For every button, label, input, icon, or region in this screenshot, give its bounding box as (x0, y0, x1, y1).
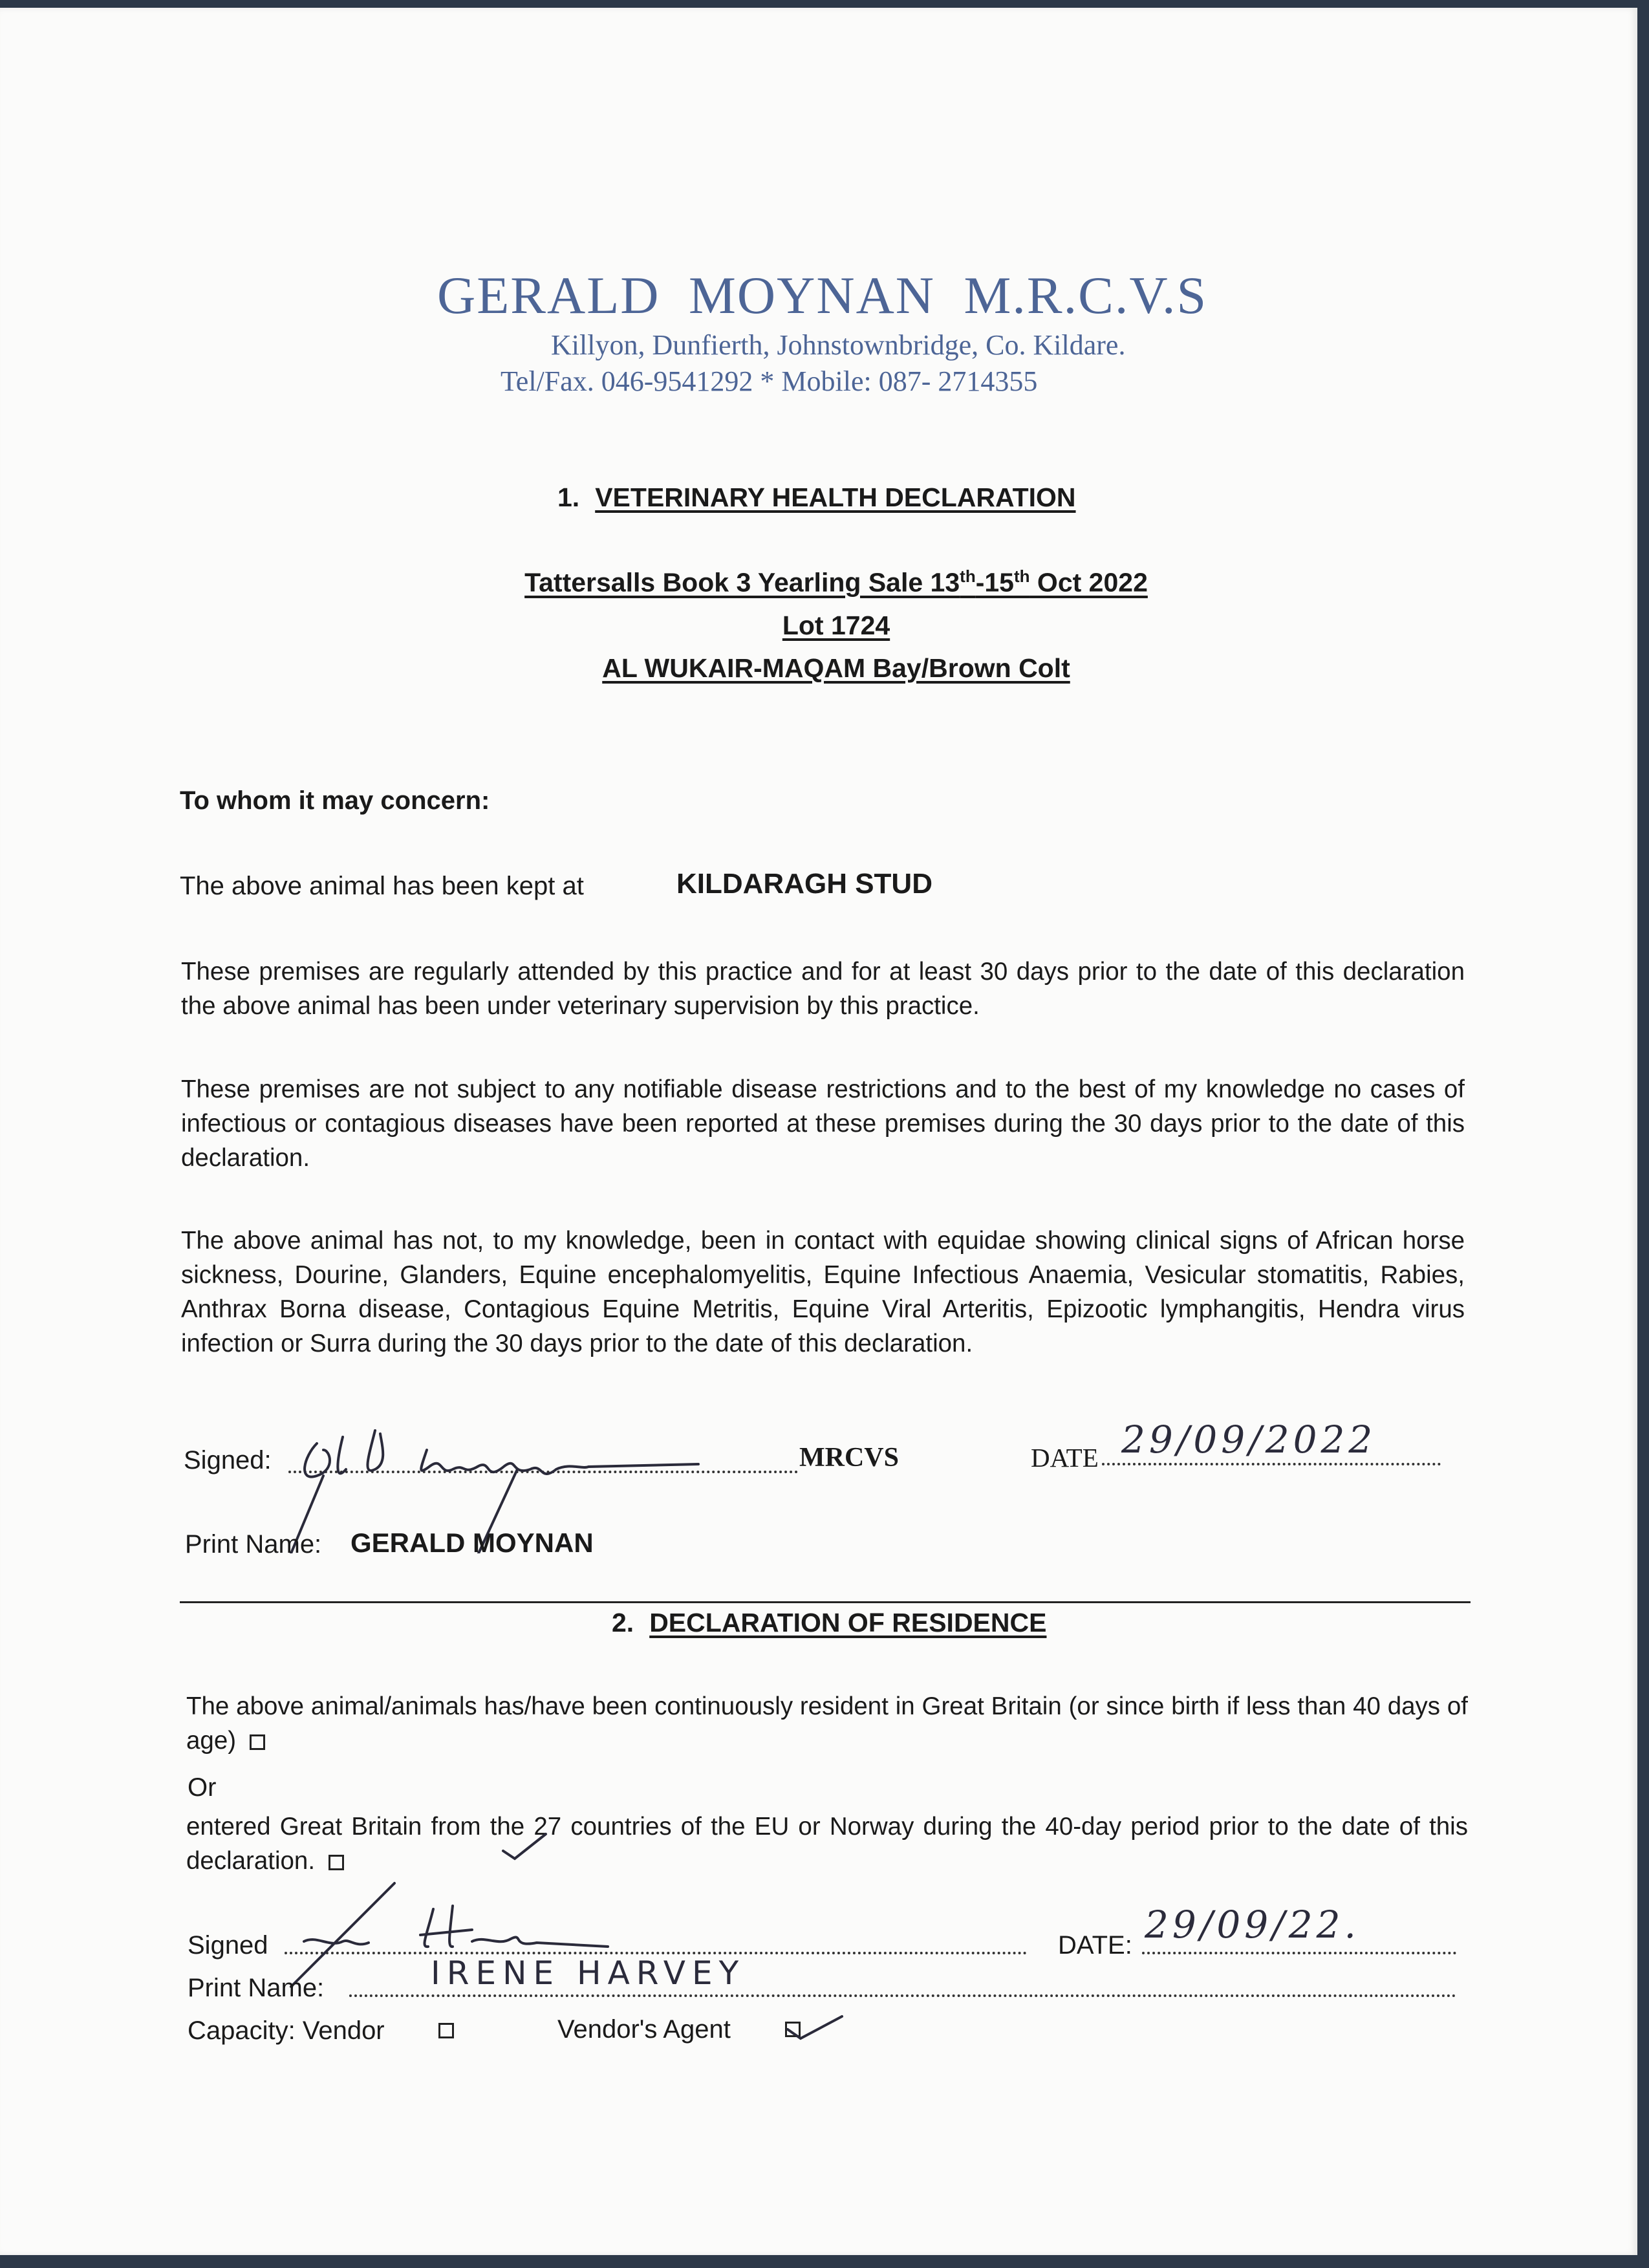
letterhead-phone: Tel/Fax. 046-9541292 * Mobile: 087- 2714355 (501, 365, 1038, 397)
vendor-date-line (1142, 1952, 1456, 1954)
vet-print-name-value: GERALD MOYNAN (350, 1528, 594, 1558)
entered-statement: entered Great Britain from the 27 countries of the EU or Norway during the 40-day period prior to the date of this declaration. (186, 1813, 1468, 1875)
section1-number: 1. (557, 482, 580, 512)
vendor-date-value: 29/09/22. (1145, 1903, 1360, 1947)
vet-date-value: 29/09/2022 (1121, 1418, 1377, 1462)
supervision-paragraph: These premises are regularly attended by this practice and for at least 30 days prior to the date of this declaration the above animal has been under veterinary supervision by this practice. (181, 958, 1465, 1020)
kept-at-value: KILDARAGH STUD (676, 868, 932, 900)
section2-title: DECLARATION OF RESIDENCE (649, 1608, 1047, 1637)
section2-number: 2. (612, 1608, 634, 1637)
section1-heading (557, 482, 1076, 513)
vet-date-label: DATE (1031, 1443, 1099, 1473)
section2-heading (612, 1608, 1046, 1638)
vendor-print-name-line (349, 1994, 1456, 1997)
section1-title: VETERINARY HEALTH DECLARATION (595, 482, 1076, 512)
vendors-agent-check-mark (781, 2006, 846, 2045)
section-divider (180, 1601, 1471, 1603)
or-label: Or (188, 1773, 217, 1802)
entered-check-mark (498, 1825, 550, 1864)
vendor-print-name-label: Print Name: (188, 1974, 325, 2002)
vendor-checkbox[interactable] (438, 2023, 454, 2038)
vet-signed-label: Signed: (184, 1446, 272, 1474)
kept-at-label: The above animal has been kept at (180, 872, 584, 900)
letterhead-name: GERALD MOYNAN M.R.C.V.S (437, 266, 1208, 325)
salutation: To whom it may concern: (180, 786, 490, 815)
sale-line: Tattersalls Book 3 Yearling Sale 13th-15th Oct 2022 (524, 567, 1148, 598)
vendor-signed-label: Signed (188, 1931, 268, 1960)
lot-number: Lot 1724 (782, 610, 890, 640)
vendors-agent-label: Vendor's Agent (557, 2015, 731, 2044)
vet-print-name-label: Print Name: (185, 1530, 322, 1559)
vendor-print-name-value: IRENE HARVEY (431, 1954, 746, 1992)
resident-statement: The above animal/animals has/have been continuously resident in Great Britain (or since birth if less than 40 days of age) (186, 1692, 1468, 1755)
entered-checkbox[interactable] (329, 1855, 344, 1870)
vet-date-line (1102, 1463, 1441, 1465)
disease-contact-paragraph: The above animal has not, to my knowledge, been in contact with equidae showing clinical signs of African horse sickness, Dourine, Glanders, Equine encephalomyelitis, Equine Infectious Anaemia, Vesicular stomatitis, Rabies, Anthrax Borna disease, Contagious Equine Metritis, Equine Viral Arteritis, Epizootic lymphangitis, Hendra virus infection or Surra during the 30 days prior to the date of this declaration. (181, 1227, 1465, 1357)
restrictions-paragraph: These premises are not subject to any notifiable disease restrictions and to the best of my knowledge no cases of infectious or contagious diseases have been reported at these premises during the 30 days prior to the date of this declaration. (181, 1075, 1465, 1172)
document-page (0, 8, 1637, 2255)
capacity-vendor-label: Capacity: Vendor (188, 2016, 385, 2045)
vendor-date-label: DATE: (1058, 1931, 1132, 1960)
horse-description: AL WUKAIR-MAQAM Bay/Brown Colt (602, 653, 1070, 683)
letterhead-address: Killyon, Dunfierth, Johnstownbridge, Co. Kildare. (551, 329, 1126, 361)
mrcvs-label: MRCVS (799, 1443, 899, 1473)
resident-checkbox[interactable] (250, 1734, 265, 1750)
